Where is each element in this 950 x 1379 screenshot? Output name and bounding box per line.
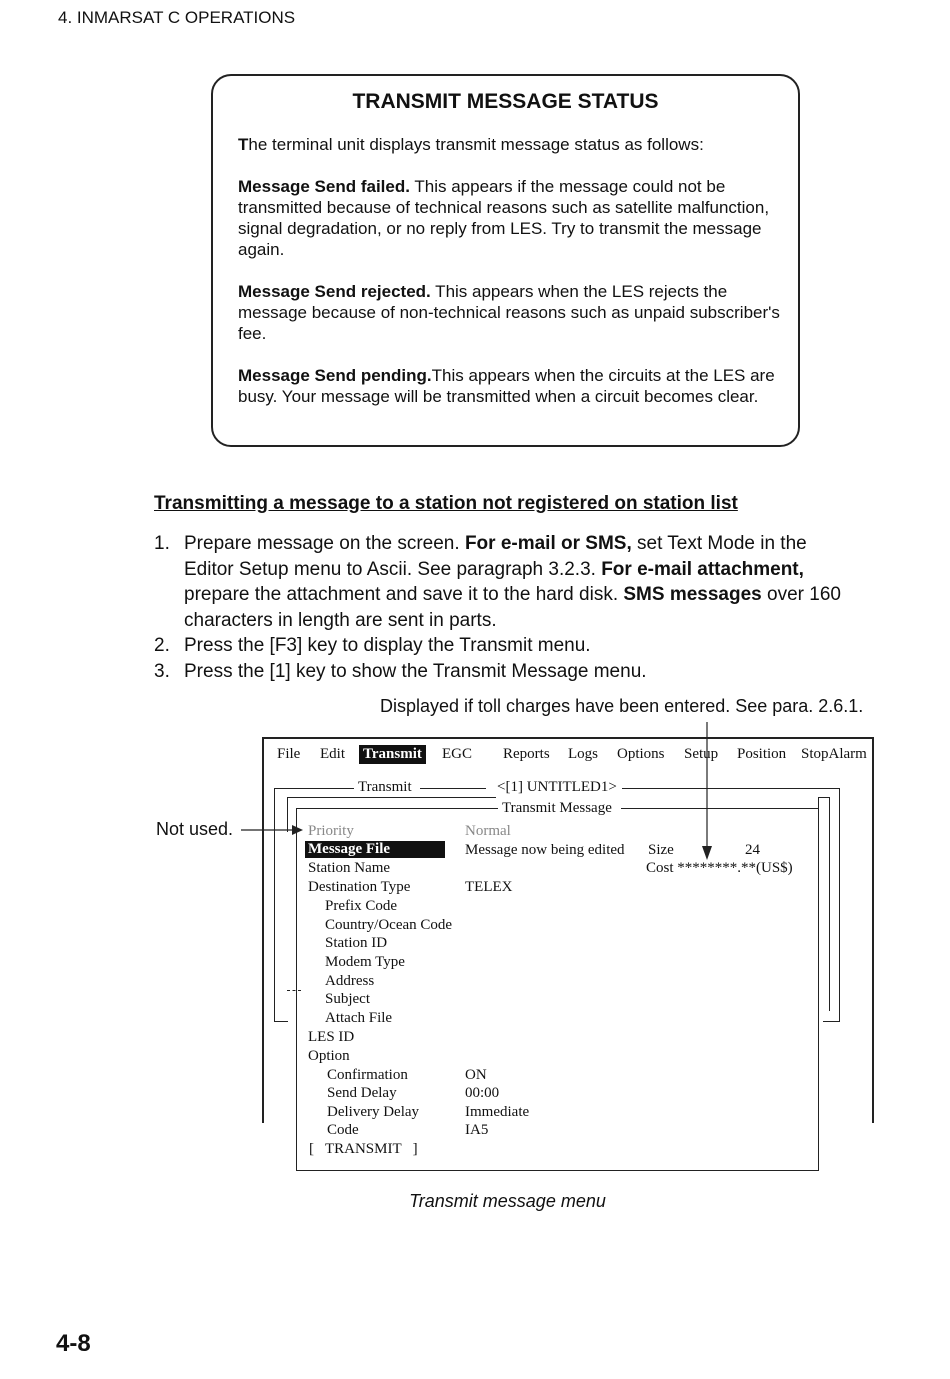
address-field[interactable]: Address (325, 973, 375, 989)
option-heading: Option (308, 1048, 350, 1064)
step-text-part: over 160 characters in length are sent in parts. (184, 584, 841, 631)
step-number: 3. (154, 660, 170, 682)
menu-logs[interactable]: Logs (568, 746, 598, 762)
menu-setup[interactable]: Setup (684, 746, 719, 762)
send-delay-field[interactable]: Send Delay (327, 1085, 397, 1101)
les-id-field[interactable]: LES ID (308, 1029, 355, 1045)
prefix-code-field[interactable]: Prefix Code (325, 898, 398, 914)
step-emphasis: For e-mail attachment, (601, 558, 804, 580)
destination-type-field[interactable]: Destination Type (308, 879, 411, 895)
step-emphasis: SMS messages (623, 584, 762, 605)
step-number: 2. (154, 635, 170, 656)
station-id-field[interactable]: Station ID (325, 935, 388, 951)
attach-file-field[interactable]: Attach File (325, 1010, 393, 1026)
country-ocean-code-field[interactable]: Country/Ocean Code (325, 917, 453, 933)
step-text-part: set Text Mode in the Editor Setup menu to Ascii. See paragraph 3.2.3. (184, 533, 807, 580)
menu-egc[interactable]: EGC (442, 746, 472, 762)
status-box-title: TRANSMIT MESSAGE STATUS (352, 90, 659, 113)
message-file-field[interactable]: Message File (305, 841, 445, 858)
step-text: Press the [1] key to show the Transmit Message menu. (184, 660, 647, 682)
priority-value: Normal (465, 823, 511, 839)
status-term: Message Send failed. (238, 177, 410, 196)
cost-readout: Cost ********.**(US$) (646, 860, 793, 876)
message-file-value: Message now being edited (465, 842, 625, 858)
step-text-part: prepare the attachment and save it to the hard disk. (184, 584, 624, 605)
status-description: This appears when the circuits at the LES are busy. Your message will be transmitted when a circuit becomes clear. (238, 366, 775, 406)
not-used-note: Not used. (156, 819, 234, 839)
status-description: This appears if the message could not be transmitted because of technical reasons such as satellite malfunction, signal degradation, or no reply from LES. Try to transmit the message again. (238, 177, 770, 259)
code-field[interactable]: Code (327, 1122, 359, 1138)
status-term: Message Send pending. (238, 366, 432, 385)
page-number: 4-8 (56, 1330, 91, 1357)
menu-reports[interactable]: Reports (503, 746, 550, 762)
transmit-window-title: Transmit (358, 779, 412, 795)
delivery-delay-field[interactable]: Delivery Delay (327, 1104, 420, 1120)
file-tab[interactable]: <[1] UNTITLED1> (497, 779, 617, 795)
status-description: This appears when the LES rejects the message because of non-technical reasons such as unpaid subscriber's fee. (238, 282, 780, 343)
dialog-title: Transmit Message (502, 800, 612, 816)
section-heading: Transmitting a message to a station not registered on station list (154, 493, 738, 514)
confirmation-field[interactable]: Confirmation (327, 1067, 408, 1083)
size-label: Size (648, 842, 674, 858)
step-number: 1. (154, 533, 170, 554)
subject-field[interactable]: Subject (325, 991, 370, 1007)
menu-options[interactable]: Options (617, 746, 665, 762)
status-intro-text: he terminal unit displays transmit message status as follows: (248, 135, 704, 154)
menu-edit[interactable]: Edit (320, 746, 345, 762)
menu-stopalarm[interactable]: StopAlarm (801, 746, 867, 762)
destination-type-value: TELEX (465, 879, 513, 895)
station-name-field[interactable]: Station Name (308, 860, 391, 876)
menu-transmit[interactable]: Transmit (359, 745, 426, 764)
status-intro-initial: T (238, 135, 249, 154)
status-term: Message Send rejected. (238, 282, 431, 301)
menu-file[interactable]: File (277, 746, 301, 762)
toll-charge-note: Displayed if toll charges have been entered. See para. 2.6.1. (380, 696, 864, 716)
transmit-button[interactable]: [ TRANSMIT ] (309, 1141, 418, 1157)
toll-arrow-head (702, 846, 712, 860)
send-delay-value: 00:00 (465, 1085, 500, 1101)
menu-position[interactable]: Position (737, 746, 787, 762)
not-used-arrow-head (292, 825, 303, 835)
figure-caption: Transmit message menu (409, 1191, 606, 1211)
code-value: IA5 (465, 1122, 489, 1138)
delivery-delay-value: Immediate (465, 1104, 530, 1120)
chapter-header: 4. INMARSAT C OPERATIONS (58, 8, 296, 27)
modem-type-field[interactable]: Modem Type (325, 954, 405, 970)
step-emphasis: For e-mail or SMS, (464, 533, 632, 554)
step-text: Press the [F3] key to display the Transmit menu. (184, 635, 591, 656)
step-text-part: Prepare message on the screen. (184, 533, 465, 554)
priority-label: Priority (308, 823, 354, 839)
size-value: 24 (745, 842, 760, 858)
confirmation-value: ON (465, 1067, 487, 1083)
